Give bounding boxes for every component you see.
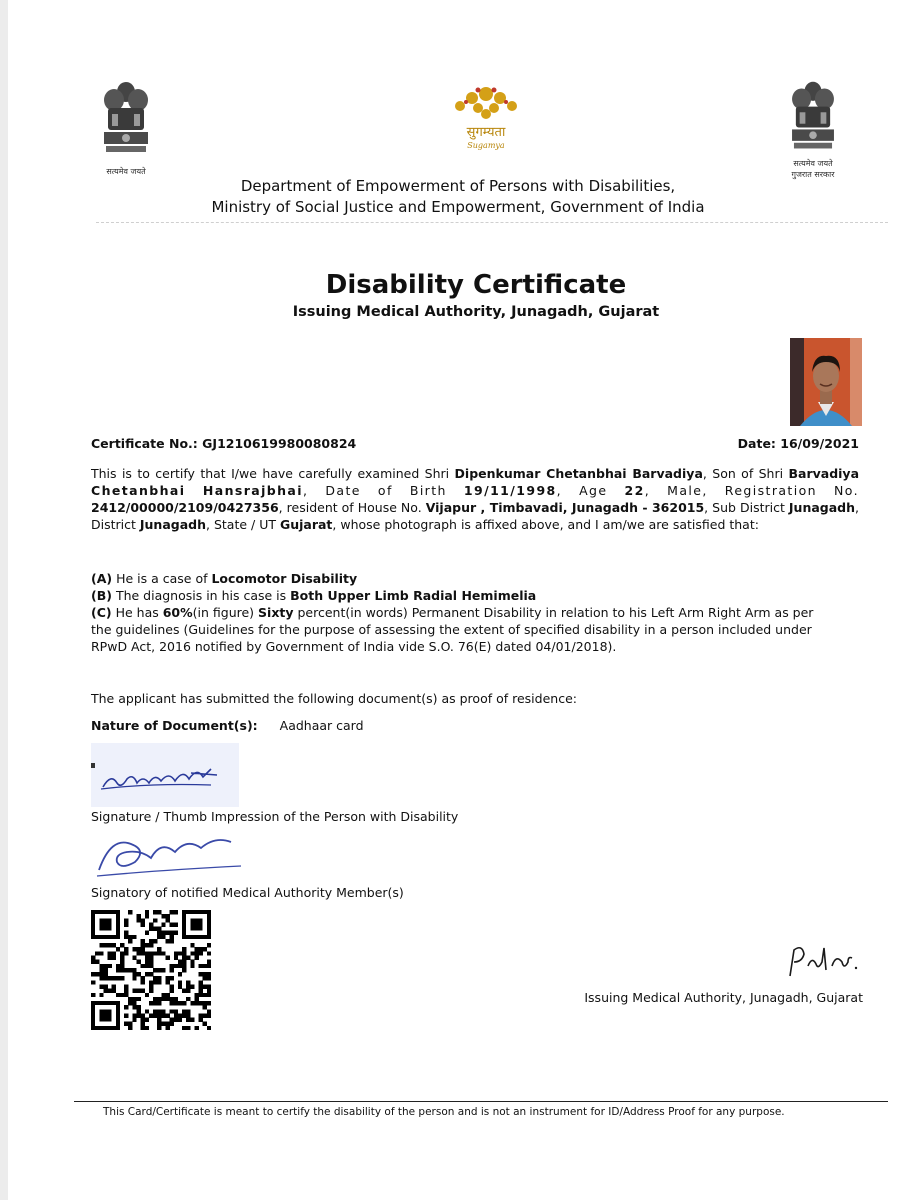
emblem-caption-right-1: सत्यमेव जयते [793, 159, 833, 168]
condition-b-text: The diagnosis in his case is [111, 588, 291, 603]
father-name-1: Barvadiya [788, 466, 860, 481]
authority-signature [782, 940, 862, 980]
condition-a [91, 570, 881, 587]
body-text-7: , Sub District [704, 500, 785, 515]
logo-text: सुगम्यता [466, 125, 506, 140]
certificate-number [91, 436, 356, 451]
registration-number: 2412/00000/2109/0427356 [91, 500, 279, 515]
national-emblem-left [96, 78, 156, 178]
department-heading [8, 176, 908, 218]
document-label: Nature of Document(s): [91, 718, 258, 733]
condition-c-text-2: (in figure) [192, 605, 259, 620]
condition-b [91, 587, 881, 604]
footer-note: This Card/Certificate is meant to certify the disability of the person and is not an instrument for ID/Address Proof for any purpose. [103, 1106, 785, 1118]
body-text-8: , District [91, 500, 860, 532]
applicant-photo [790, 338, 862, 426]
body-line-2 [91, 483, 859, 498]
body-text-5: , Male, Registration No. [644, 483, 859, 498]
gujarat-emblem-right [778, 78, 848, 178]
condition-c [91, 604, 881, 621]
disability-percent-words: Sixty [258, 605, 294, 620]
diagnosis: Both Upper Limb Radial Hemimelia [290, 588, 537, 603]
certificate-title: Disability Certificate [325, 270, 627, 300]
residence-document [91, 717, 364, 734]
condition-c-text-3: percent(in words) Permanent Disability in relation to his Left Arm Right Arm as per [293, 605, 814, 620]
emblem-caption-right-2: गुजरात सरकार [791, 170, 835, 179]
age: 22 [624, 483, 645, 498]
emblem-caption-left: सत्यमेव जयते [106, 167, 146, 176]
condition-c-text-1: He has [111, 605, 163, 620]
applicant-signature [91, 743, 239, 807]
condition-c-label: (C) [91, 605, 112, 620]
sugamya-logo [438, 80, 534, 152]
certificate-date [738, 436, 859, 451]
authority-signature-caption: Issuing Medical Authority, Junagadh, Gujarat [584, 990, 863, 1005]
disability-type: Locomotor Disability [211, 571, 358, 586]
district: Junagadh [139, 517, 206, 532]
body-text-3: , Date of Birth [302, 483, 464, 498]
body-text-9: , State / UT [206, 517, 280, 532]
header-divider [96, 222, 888, 223]
disability-percent: 60% [162, 605, 193, 620]
certificate-number-label: Certificate No.: [91, 436, 198, 451]
document-value: Aadhaar card [279, 718, 364, 733]
sub-district: Junagadh [788, 500, 856, 515]
certificate-date-value: 16/09/2021 [780, 436, 859, 451]
father-name-2: Chetanbhai Hansrajbhai [91, 483, 303, 498]
date-of-birth: 19/11/1998 [463, 483, 557, 498]
person-name: Dipenkumar Chetanbhai Barvadiya [454, 466, 703, 481]
certificate-subtitle: Issuing Medical Authority, Junagadh, Gujarat [292, 304, 660, 320]
conditions-block [91, 570, 881, 655]
residential-address: Vijapur , Timbavadi, Junagadh - 362015 [425, 500, 705, 515]
applicant-signature-caption: Signature / Thumb Impression of the Person with Disability [91, 809, 459, 824]
residence-intro: The applicant has submitted the following document(s) as proof of residence: [91, 691, 577, 706]
condition-b-label: (B) [91, 588, 112, 603]
certificate-number-value: GJ1210619980080824 [202, 436, 357, 451]
body-text-2: , Son of Shri [702, 466, 789, 481]
logo-subtext: Sugamya [467, 141, 505, 150]
member-signature [91, 826, 251, 882]
certification-paragraph [91, 465, 859, 533]
member-signature-caption: Signatory of notified Medical Authority Member(s) [91, 885, 404, 900]
body-text-10: , whose photograph is affixed above, and I am/we are satisfied that: [332, 517, 759, 532]
department-line-1: Department of Empowerment of Persons with Disabilities, [240, 177, 676, 195]
condition-c-line-2: the guidelines (Guidelines for the purpose of assessing the extent of specified disability in a person included under [91, 622, 812, 637]
certificate-date-label: Date: [737, 436, 776, 451]
footer-divider [74, 1101, 888, 1102]
condition-c-line-3: RPwD Act, 2016 notified by Government of India vide S.O. 76(E) dated 04/01/2018). [91, 639, 617, 654]
body-text-4: , Age [556, 483, 625, 498]
condition-a-label: (A) [91, 571, 113, 586]
certificate-page [8, 0, 908, 1200]
body-text-1: This is to certify that I/we have carefully examined Shri [91, 466, 455, 481]
verification-qr-code[interactable] [91, 910, 211, 1030]
condition-a-text: He is a case of [112, 571, 212, 586]
department-line-2: Ministry of Social Justice and Empowerment, Government of India [211, 198, 705, 216]
body-text-6: , resident of House No. [278, 500, 426, 515]
state: Gujarat [279, 517, 333, 532]
